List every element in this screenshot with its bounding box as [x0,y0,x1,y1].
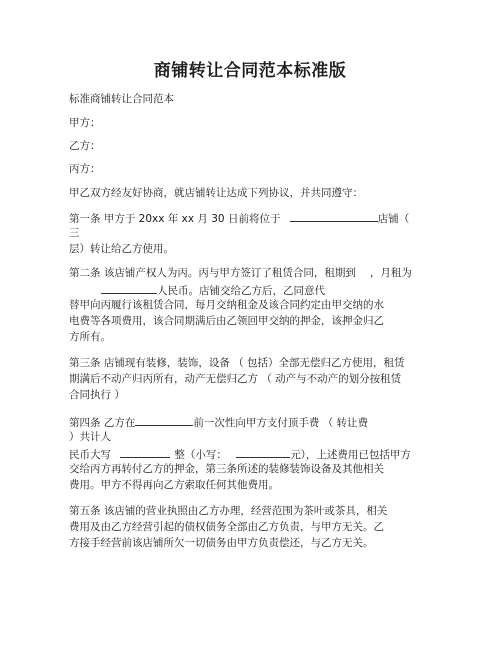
party-c-label: 丙方： [69,163,101,175]
article-4-line-3: 民币大写 整（小写： 元），上述费用已包括甲方 [69,446,411,462]
party-b-label: 乙方： [69,140,101,152]
article-2-line-3: 替甲向丙履行该租赁合同，每月交纳租金及该合同约定由甲交纳的水 [69,299,384,311]
rent-blank [101,282,157,294]
party-a-label: 甲方： [69,117,101,129]
article-1-line-3: 层）转让给乙方使用。 [69,243,174,255]
date-blank [135,414,193,426]
article-2-line-5: 方所有。 [69,331,111,343]
intro-paragraph: 甲乙双方经友好协商，就店铺转让达成下列协议，并共同遵守： [69,187,363,199]
article-3-line-3: 合同执行 ） [69,389,125,401]
amount-words-blank [120,446,170,458]
article-5-line-3: 方接手经营前该店铺所欠一切债务由甲方负责偿还，与乙方无关。 [69,537,374,549]
article-4-line-4: 交给丙方再转付乙方的押金，第三条所述的装修装饰设备及其他相关 [69,463,384,475]
article-2-line-4: 电费等各项费用，该合同期满后由乙领回甲交纳的押金，该押金归乙 [69,315,384,327]
amount-digits-blank [236,446,290,458]
article-4-line-5: 费用。甲方不得再向乙方索取任何其他费用。 [69,479,279,491]
article-5-line-2: 费用及由乙方经营引起的债权债务全部由乙方负责，与甲方无关。乙 [69,521,384,533]
article-3-line-2: 期满后不动产归丙所有，动产无偿归乙方 （ 动产与不动产的划分按租赁 [69,373,402,385]
article-5-line-1: 第五条 该店铺的营业执照由乙方办理，经营范围为茶叶或茶具，相关 [69,505,388,517]
document-title: 商铺转让合同范本标准版 [153,61,347,81]
article-1-line-2: 三 [69,227,80,239]
article-2-line-1: 第二条 该店铺产权人为丙。丙与甲方签订了租赁合同，租期到 ，月租为 [69,267,412,279]
address-blank [290,210,378,222]
article-1-line-1: 第一条 甲方于 20xx 年 xx 月 30 日前将位于 店铺（ [69,210,409,226]
article-3-line-1: 第三条 店铺现有装修，装饰，设备 （ 包括）全部无偿归乙方使用，租赁 [69,357,405,369]
subtitle: 标准商铺转让合同范本 [69,93,174,105]
article-2-line-2: 人民币。店铺交给乙方后，乙同意代 [69,282,325,298]
article-4-line-1: 第四条 乙方在 前一次性向甲方支付顶手费 （ 转让费 [69,414,368,430]
article-4-line-2: ）共计人 [69,431,111,443]
